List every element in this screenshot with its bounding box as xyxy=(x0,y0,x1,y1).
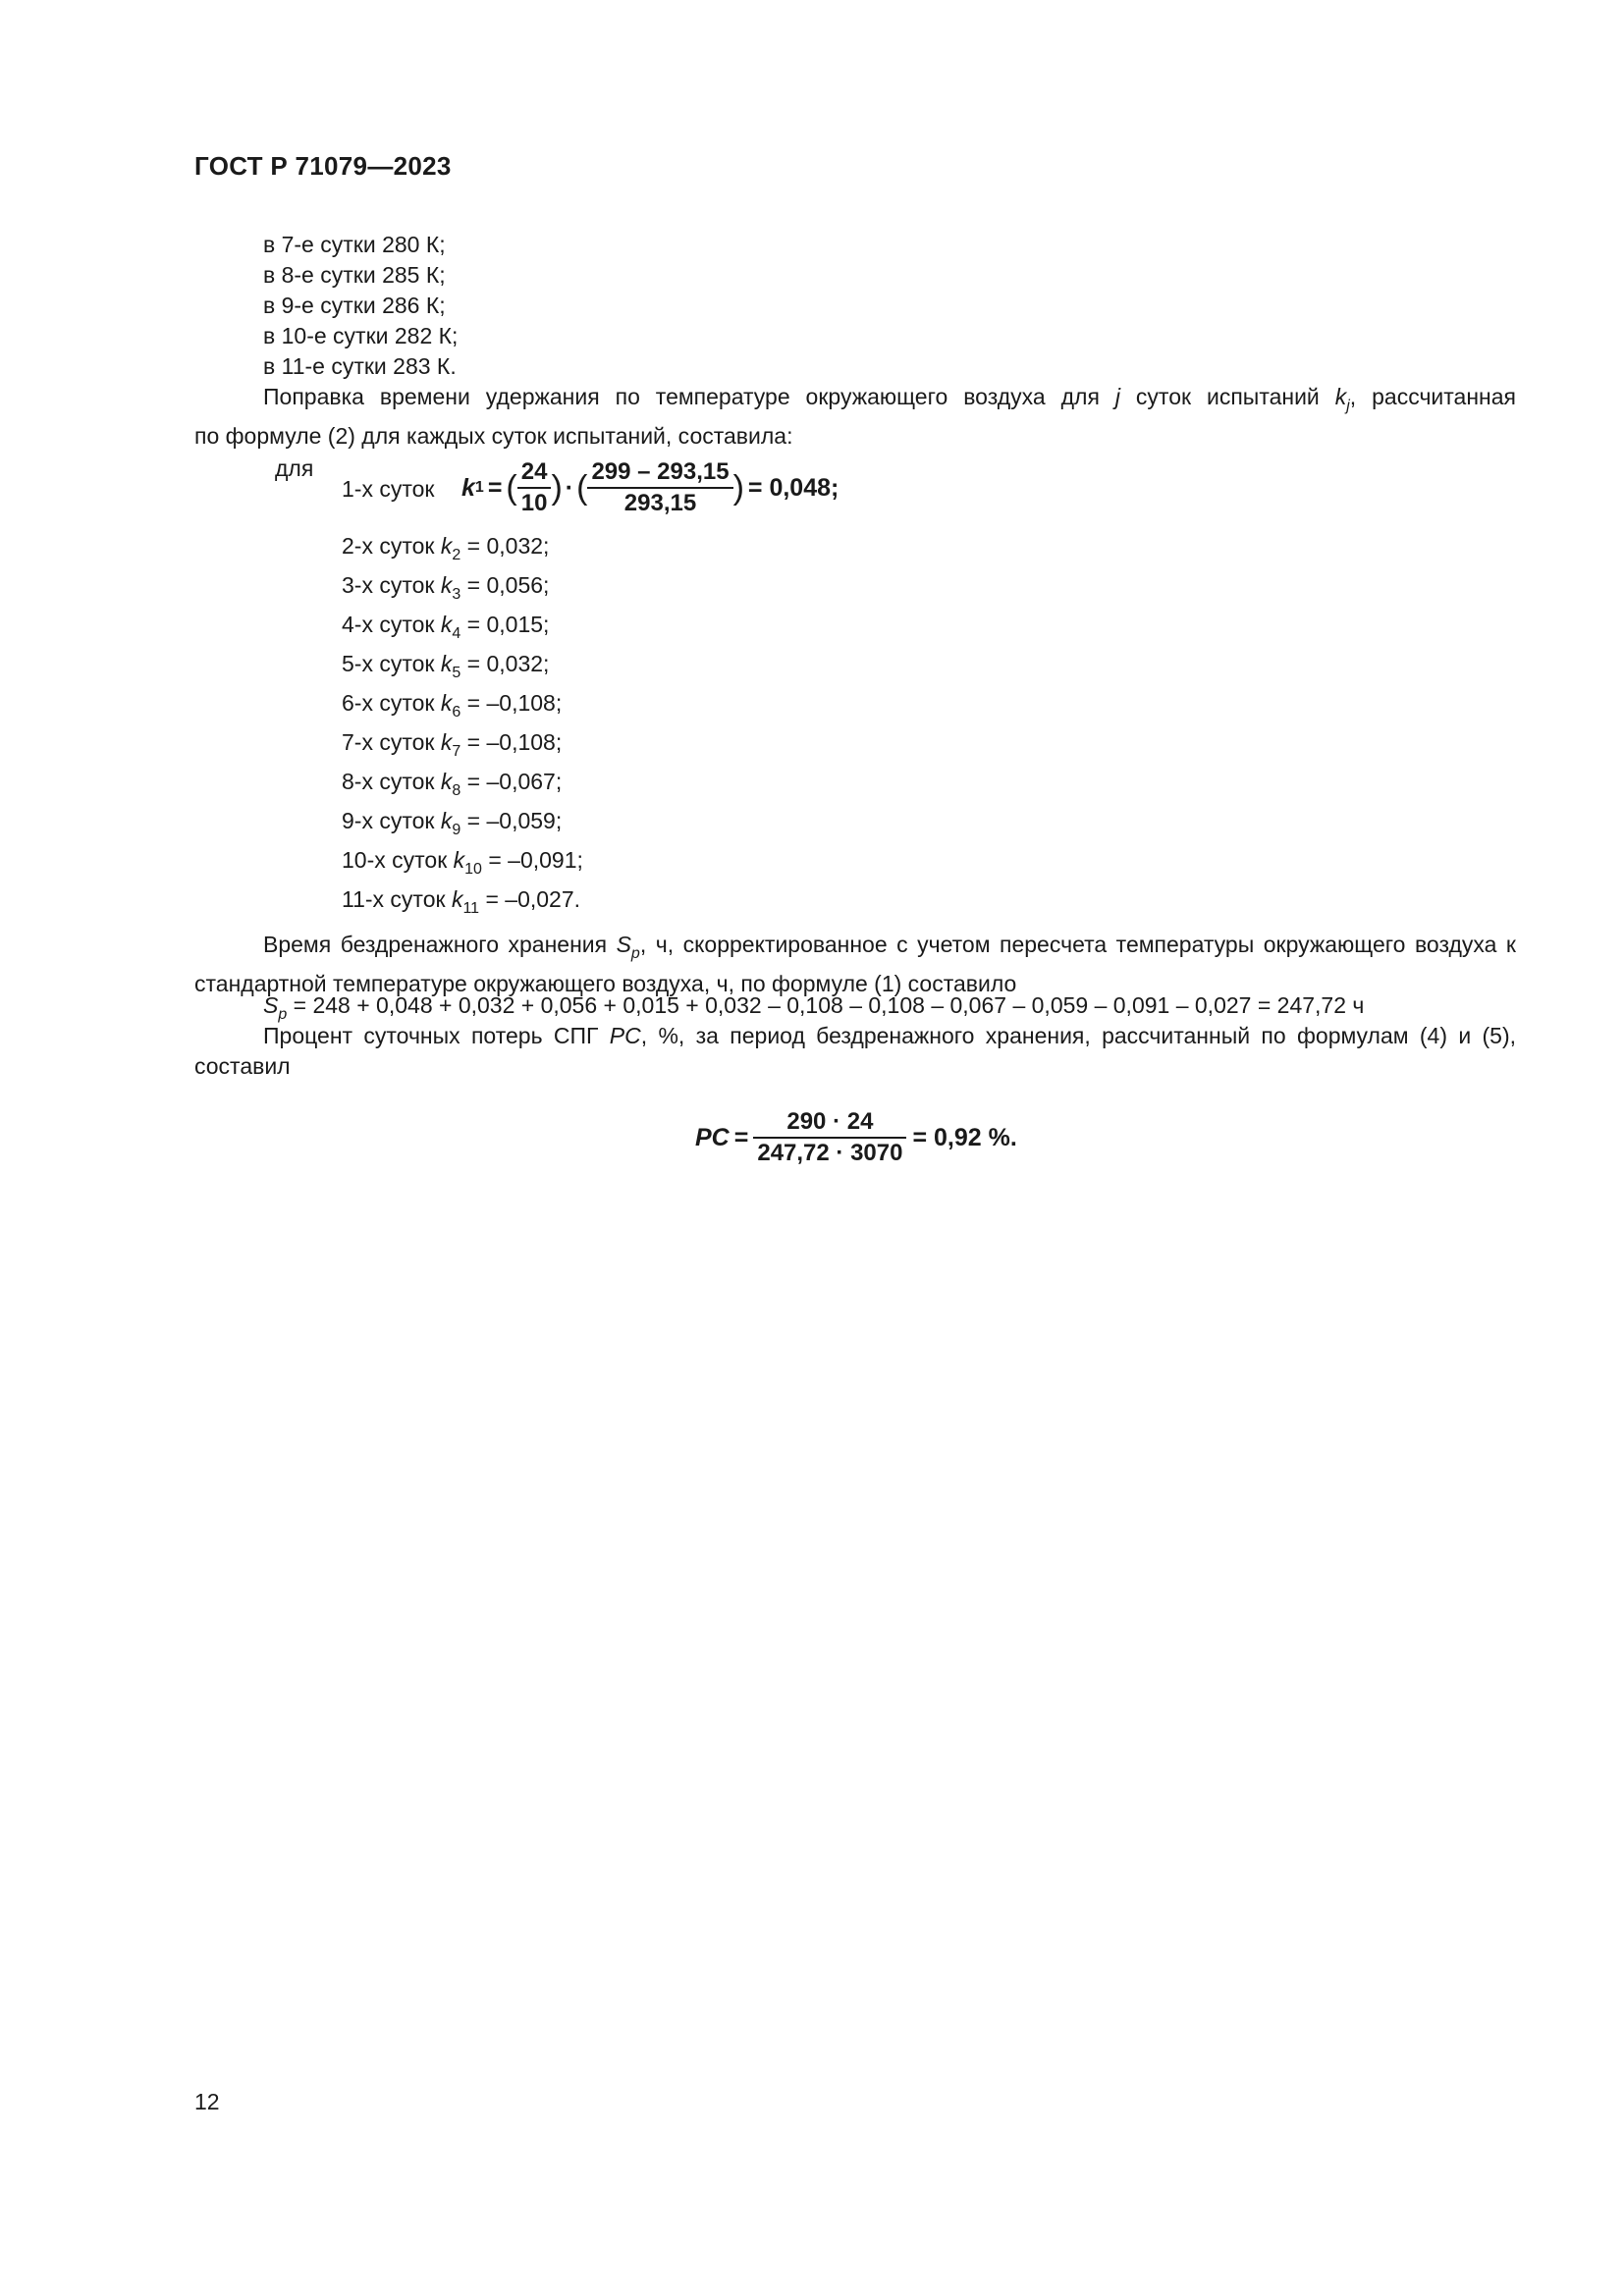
sp-equation: $S_р = 248 + 0,048 + 0,032 + 0,056 + 0,015 + 0,032 - 0,108 - 0,108 - 0,067 - 0,059 - 0,091 - 0,027 = 247,72$ ч xyxy=(263,992,1365,1023)
k-item: 7-х суток $k_7 = -0,108$; xyxy=(342,729,563,760)
k1-result: = 0,048; xyxy=(747,473,839,502)
k-item: 3-х суток $k_3 = 0,056$; xyxy=(342,572,550,603)
temp-line-7: в 7-е сутки 280 К; xyxy=(263,232,446,257)
pc-equals: = xyxy=(733,1123,749,1151)
fraction-denominator: 293,15 xyxy=(623,490,697,516)
temp-line-11: в 11-е сутки 283 К. xyxy=(263,353,457,379)
k1-day-label: 1-х суток xyxy=(342,476,435,502)
standard-header: ГОСТ Р 71079—2023 xyxy=(194,151,452,181)
storage-time-paragraph: Время бездренажного хранения $S_р$, ч, скорректированное с учетом пересчета температуры окружающего воздуха к стандартной температуре окружающего воздуха, ч, по формуле (1) составило xyxy=(194,932,1516,996)
k-item: 10-х суток $k_{10} = -0,091$; xyxy=(342,847,583,878)
k1-formula xyxy=(461,457,839,518)
temp-line-9: в 9-е сутки 286 К; xyxy=(263,293,446,318)
multiply-dot: · xyxy=(565,473,574,502)
fraction-numerator: 290 · 24 xyxy=(786,1108,874,1135)
fraction-temperature xyxy=(587,457,732,518)
k-item: 6-х суток $k_6 = -0,108$; xyxy=(342,690,563,721)
correction-line-1: Поправка времени удержания по температуре окружающего воздуха для j суток испытаний $k_j$, рассчитанная xyxy=(263,384,1516,414)
fraction-24-10 xyxy=(517,457,552,518)
fraction-numerator: 299 – 293,15 xyxy=(591,458,730,485)
pc-symbol: PC xyxy=(695,1123,730,1151)
pc-result: = 0,92 %. xyxy=(912,1123,1017,1151)
pc-formula xyxy=(695,1107,1017,1168)
temp-line-10: в 10-е сутки 282 К; xyxy=(263,323,459,348)
k1-equals: = xyxy=(487,473,503,502)
close-paren-1: ) xyxy=(551,469,563,507)
k-item: 4-х суток $k_4 = 0,015$; xyxy=(342,612,550,642)
fraction-numerator: 24 xyxy=(520,458,548,485)
open-paren-2: ( xyxy=(576,469,588,507)
close-paren-2: ) xyxy=(732,469,744,507)
k1-subscript: 1 xyxy=(474,479,484,496)
pc-fraction xyxy=(753,1107,906,1168)
k-item: 9-х суток $k_9 = -0,059$; xyxy=(342,808,563,838)
k-item: 8-х суток $k_8 = -0,067$; xyxy=(342,769,563,799)
correction-line-2: по формуле (2) для каждых суток испытаний, составила: xyxy=(194,423,793,449)
temp-line-8: в 8-е сутки 285 К; xyxy=(263,262,446,288)
open-paren-1: ( xyxy=(506,469,517,507)
k-item: 5-х суток $k_5 = 0,032$; xyxy=(342,651,550,681)
correction-paragraph xyxy=(194,382,1516,452)
k-item: 11-х суток $k_{11} = -0,027$. xyxy=(342,886,581,917)
k-item: 2-х суток $k_2 = 0,032$; xyxy=(342,533,550,563)
for-label: для xyxy=(275,455,314,481)
page-number: 12 xyxy=(194,2089,220,2114)
fraction-denominator: 10 xyxy=(520,490,548,516)
k1-symbol: k xyxy=(461,473,475,502)
losses-paragraph: Процент суточных потерь СПГ PC, %, за период бездренажного хранения, рассчитанный по формулам (4) и (5), составил xyxy=(194,1023,1516,1079)
fraction-denominator: 247,72 · 3070 xyxy=(757,1140,903,1166)
